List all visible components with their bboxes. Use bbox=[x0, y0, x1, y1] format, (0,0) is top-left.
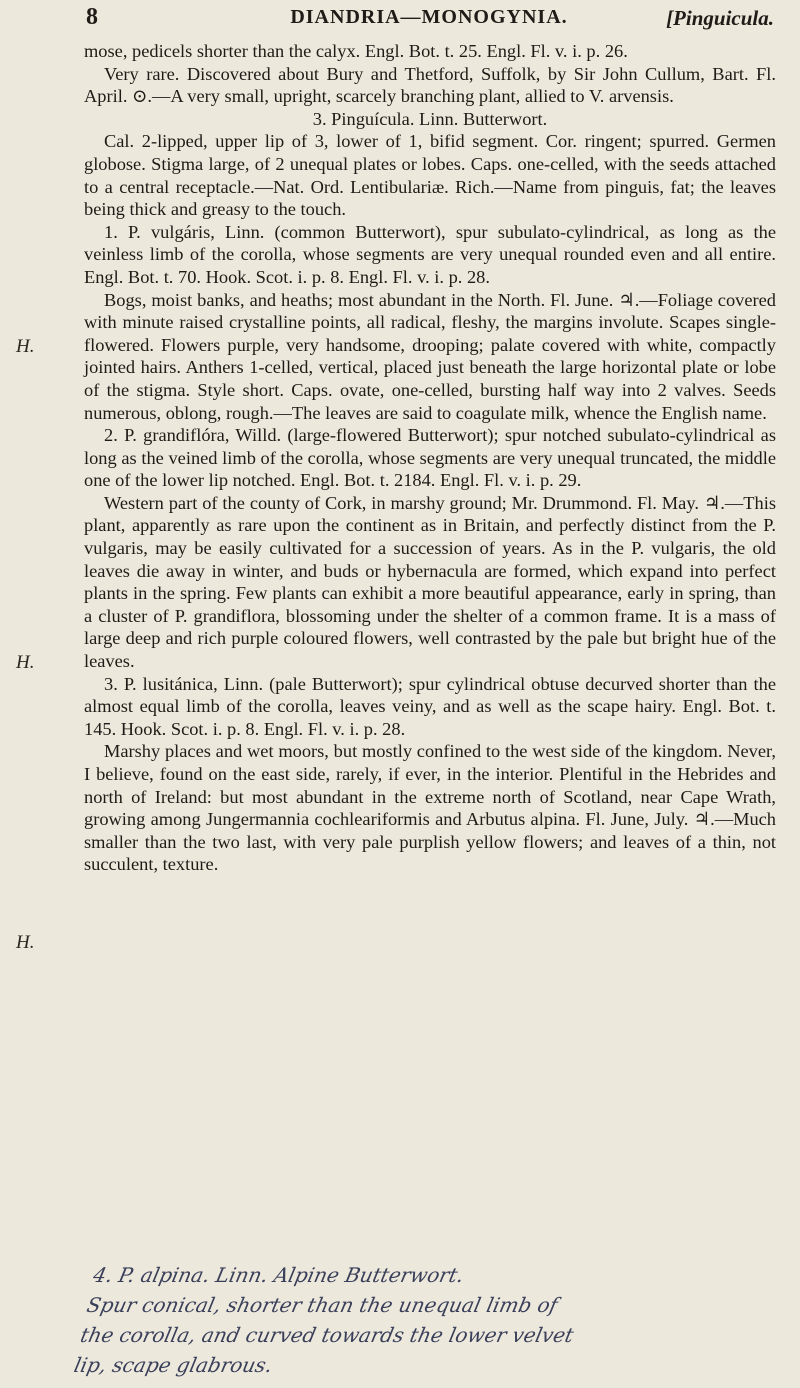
running-title: DIANDRIA—MONOGYNIA. bbox=[290, 6, 568, 28]
handwritten-line: lip, scape glabrous. bbox=[71, 1353, 275, 1377]
species-description: Marshy places and wet moors, but mostly confined to the west side of the kingdom. Never, I believe, found on the east side, rarely, if ever, in the interior. Plentiful in the Hebrides and north of Ireland: but most abundant in the extreme north of Scotland, near Cape Wrath, growing among Jungermannia cochleariformis and Arbutus alpina. Fl. June, July. ♃.—Much smaller than the two last, with very pale purplish yellow flowers; and leaves of a thin, not succulent, texture. bbox=[84, 741, 776, 875]
species-description: Bogs, moist banks, and heaths; most abundant in the North. Fl. June. ♃.—Foliage covered with minute raised crystalline points, all radical, fleshy, the margins involute. Scapes single-flowered. Flowers purple, very handsome, drooping; palate covered with white, compactly jointed hairs. Anthers 1-celled, vertical, placed just beneath the large horizontal plate or lobe of the stigma. Style short. Caps. ovate, one-celled, bursting half way into 2 valves. Seeds numerous, oblong, rough.—The leaves are said to coagulate milk, whence the English name. bbox=[84, 289, 776, 423]
paragraph: Very rare. Discovered about Bury and Thetford, Suffolk, by Sir John Cullum, Bart. Fl. April. ⊙.—A very small, upright, scarcely branching plant, allied to V. arvensis. bbox=[84, 63, 776, 107]
margin-annotation: H. bbox=[16, 652, 35, 673]
species-entry: 2. P. grandiflóra, Willd. (large-flowered Butterwort); spur notched subulato-cylindrical as long as the veined limb of the corolla, whose segments are very unequal truncated, the middle one of the lower lip notched. Engl. Bot. t. 2184. Engl. Fl. v. i. p. 29. bbox=[84, 425, 776, 491]
paragraph: mose, pedicels shorter than the calyx. Engl. Bot. t. 25. Engl. Fl. v. i. p. 26. bbox=[84, 41, 628, 61]
margin-annotation: H. bbox=[16, 336, 35, 357]
species-entry: 1. P. vulgáris, Linn. (common Butterwort), spur subulato-cylindrical, as long as the veinless limb of the corolla, whose segments are very unequal rounded even and all entire. Engl. Bot. t. 70. Hook. Scot. i. p. 8. Engl. Fl. v. i. p. 28. bbox=[84, 221, 776, 287]
page-body bbox=[84, 40, 776, 876]
handwritten-line: Spur conical, shorter than the unequal limb of bbox=[84, 1293, 560, 1317]
species-description: Western part of the county of Cork, in marshy ground; Mr. Drummond. Fl. May. ♃.—This plant, apparently as rare upon the continent as in Britain, and perfectly distinct from the P. vulgaris, may be easily cultivated for a succession of years. As in the P. vulgaris, the old leaves die away in winter, and buds or hybernacula are formed, which expand into perfect plants in the spring. Few plants can exhibit a more beautiful appearance, early in spring, than a cluster of P. grandiflora, blossoming under the shelter of a common frame. It is a mass of large deep and rich purple coloured flowers, well contrasted by the pale but bright hue of the leaves. bbox=[84, 492, 776, 672]
section-label: [Pinguicula. bbox=[666, 6, 774, 30]
genus-description: Cal. 2-lipped, upper lip of 3, lower of 1, bifid segment. Cor. ringent; spurred. Germen globose. Stigma large, of 2 unequal plates or lobes. Caps. one-celled, with the seeds attached to a central receptacle.—Nat. Ord. Lentibulariæ. Rich.—Name from pinguis, fat; the leaves being thick and greasy to the touch. bbox=[84, 131, 776, 220]
handwritten-note bbox=[71, 1260, 797, 1380]
species-entry: 3. P. lusitánica, Linn. (pale Butterwort); spur cylindrical obtuse decurved shorter than the almost equal limb of the corolla, leaves veiny, and as well as the scape hairy. Engl. Bot. t. 145. Hook. Scot. i. p. 8. Engl. Fl. v. i. p. 28. bbox=[84, 673, 776, 739]
genus-heading: 3. Pinguícula. Linn. Butterwort. bbox=[312, 108, 548, 129]
handwritten-line: the corolla, and curved towards the lower velvet bbox=[78, 1323, 576, 1347]
page-number: 8 bbox=[86, 4, 98, 30]
margin-annotation: H. bbox=[16, 932, 35, 953]
handwritten-line: 4. P. alpina. Linn. Alpine Butterwort. bbox=[91, 1263, 467, 1287]
page-header bbox=[84, 4, 774, 40]
